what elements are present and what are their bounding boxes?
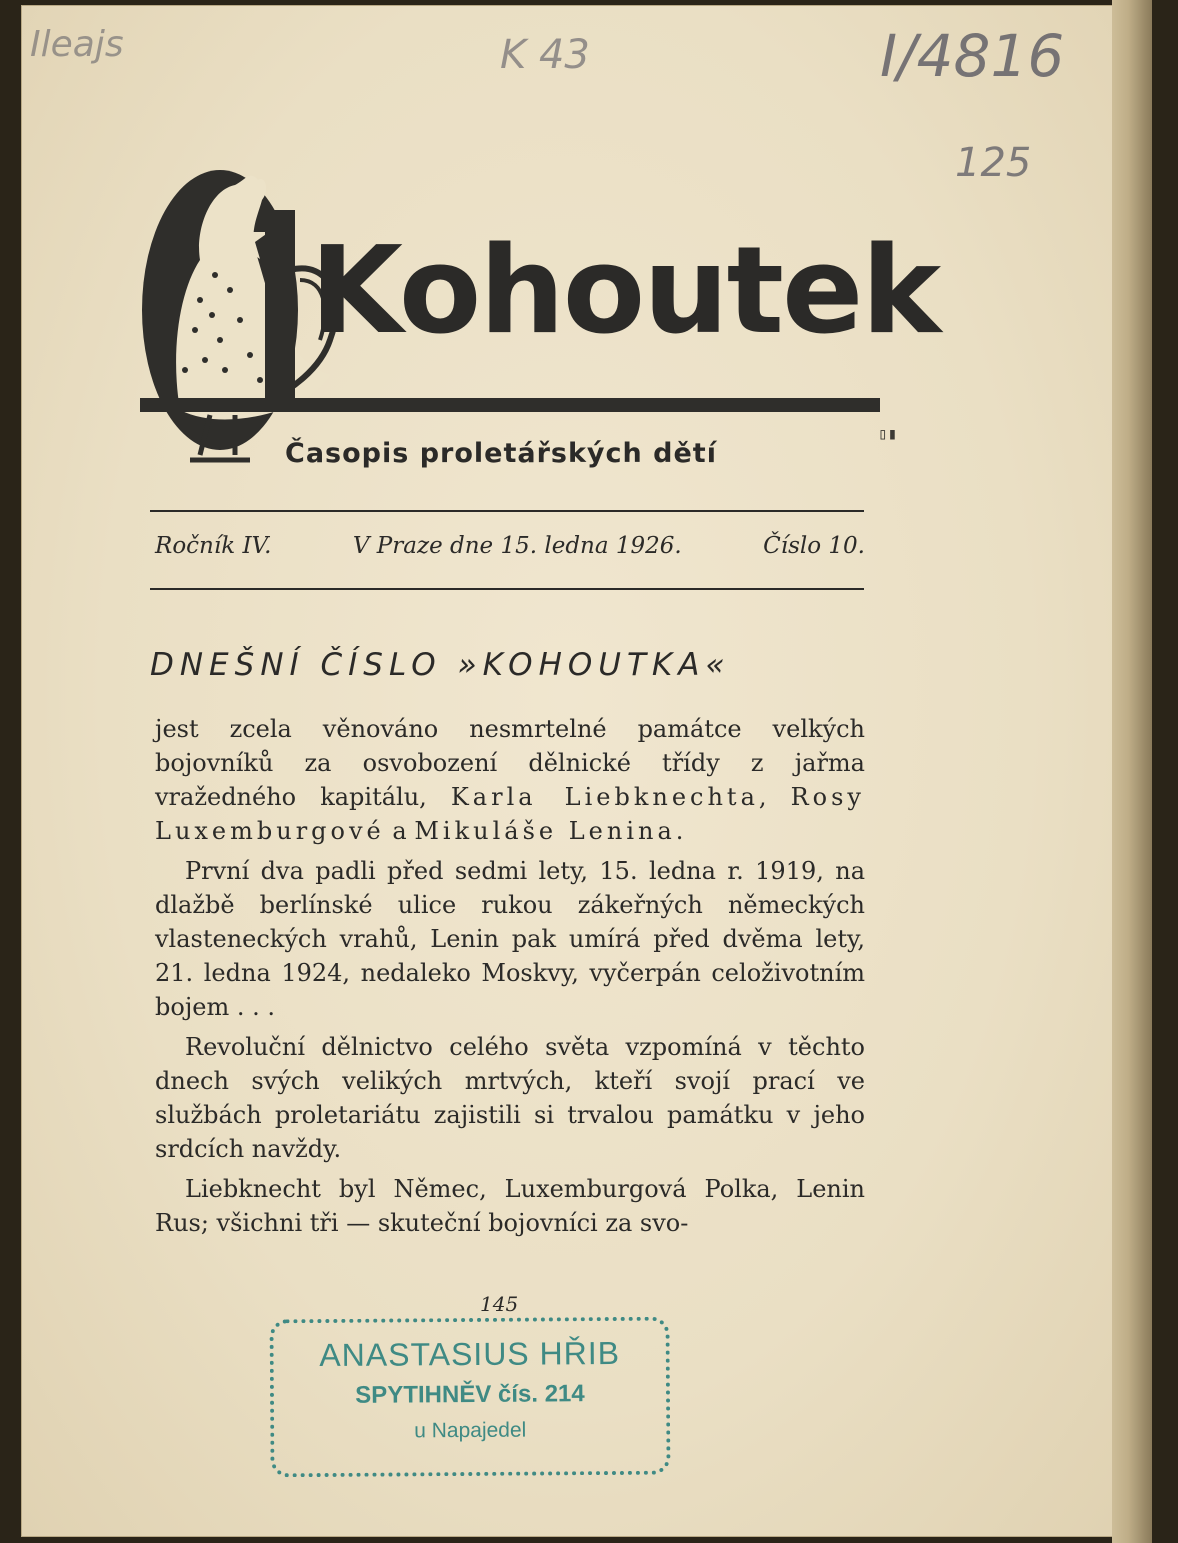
issue-info-line xyxy=(155,533,865,559)
stamp-address: SPYTIHNĚV čís. 214 xyxy=(355,1380,585,1409)
page-edge xyxy=(1112,0,1152,1543)
stamp-name: ANASTASIUS HŘIB xyxy=(319,1334,621,1374)
article-paragraph-1 xyxy=(155,712,865,848)
masthead-subtitle: Časopis proletářských dětí xyxy=(285,438,717,469)
issue-number-label: Číslo 10. xyxy=(763,533,865,559)
divider-bottom xyxy=(150,588,864,590)
place-date-label: V Praze dne 15. ledna 1926. xyxy=(352,533,682,559)
punctuation: , xyxy=(758,783,791,811)
article-paragraph-4: Liebknecht byl Němec, Luxemburgová Polka, Lenin Rus; všichni tři — skuteční bojovníci za svo- xyxy=(155,1175,865,1237)
handwritten-inventory-mark: I/4816 xyxy=(880,22,1065,90)
article-heading: DNEŠNÍ ČÍSLO »KOHOUTKA« xyxy=(150,647,731,683)
name-luxemburg: Rosy Luxemburgové xyxy=(155,783,865,845)
handwritten-shelf-mark: K 43 xyxy=(500,32,590,78)
article-paragraph-3: Revoluční dělnictvo celého světa vzpomíná v těchto dnech svých velikých mrtvých, kteří svojí prací ve službách proletariátu zajistili si trvalou památku v jeho srdcích navždy. xyxy=(155,1033,865,1163)
volume-label: Ročník IV. xyxy=(155,533,272,559)
paragraph-text: jest zcela věnováno nesmrtelné památce velkých bojovníků za osvobození dělnické třídy z jařma vražedného kapitálu, xyxy=(155,715,865,811)
stamp-locality: u Napajedel xyxy=(414,1418,527,1443)
handwritten-note-top-left: Ileajs xyxy=(30,24,124,65)
page-number: 145 xyxy=(480,1292,519,1316)
article-body xyxy=(155,712,865,1246)
name-lenin: Mikuláše Lenina xyxy=(414,817,676,845)
owner-stamp xyxy=(269,1317,670,1478)
masthead-title: Kohoutek xyxy=(310,222,940,361)
name-liebknecht: Karla Liebknechta xyxy=(450,783,759,811)
small-print-mark: ▯▮ xyxy=(878,424,898,443)
divider-top xyxy=(150,510,864,512)
handwritten-number: 125 xyxy=(955,140,1032,186)
article-paragraph-2: První dva padli před sedmi lety, 15. ledna r. 1919, na dlažbě berlínské ulice rukou zákeřných německých vlasteneckých vrahů, Lenin pak umírá před dvěma lety, 21. ledna 1924, nedaleko Moskvy, vyčerpán celoživotním bojem . . . xyxy=(155,857,865,1021)
punctuation: . xyxy=(675,817,684,845)
conjunction: a xyxy=(384,817,415,845)
